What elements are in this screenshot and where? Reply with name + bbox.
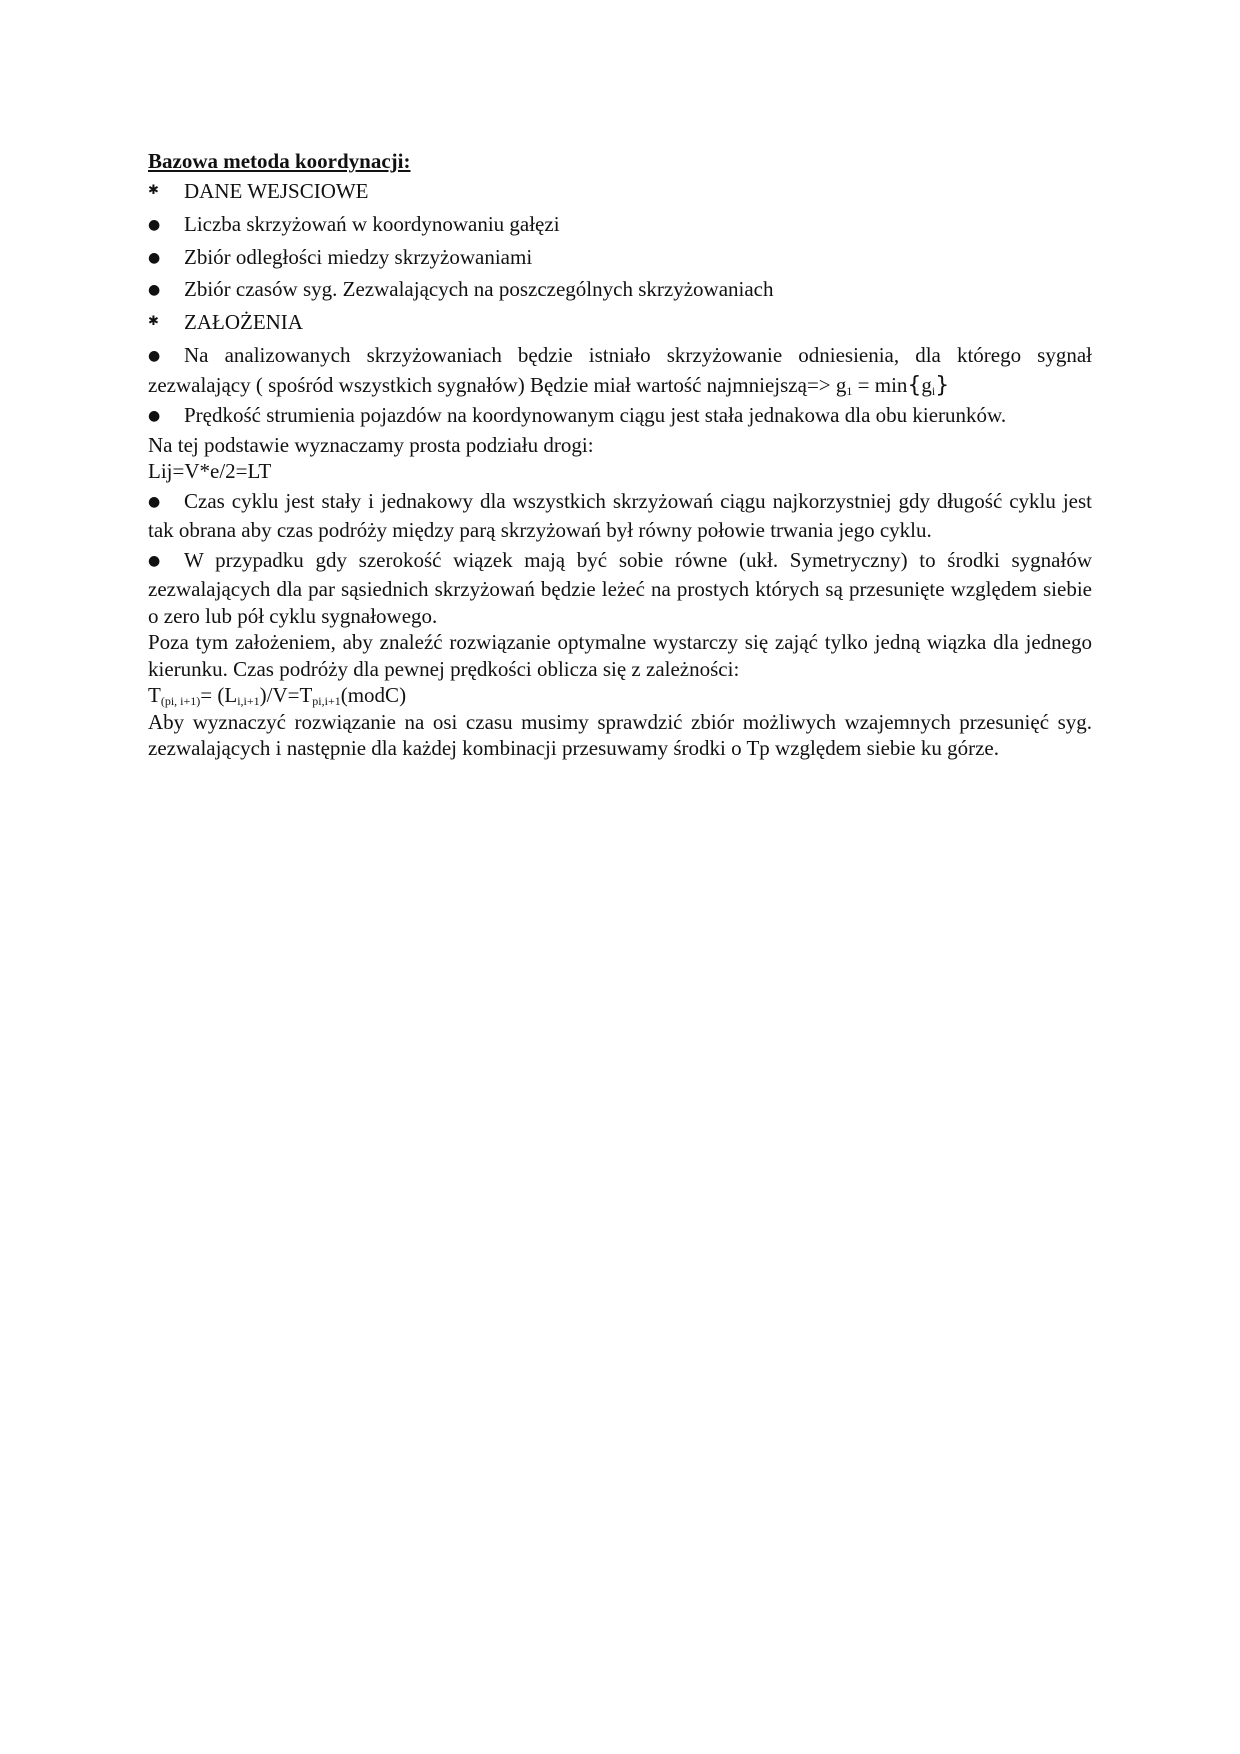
- list-item-text: Liczba skrzyżowań w koordynowaniu gałęzi: [184, 212, 560, 236]
- list-item: [148, 211, 1092, 241]
- formula-2-part: = (L: [200, 683, 238, 707]
- formula-2-T: T: [148, 683, 161, 707]
- assumptions-heading-row: [148, 309, 1092, 340]
- document-body: [148, 148, 1092, 762]
- subscript: (pi, i+1): [160, 694, 201, 708]
- subscript: i: [931, 383, 936, 398]
- dot-bullet-icon: ●: [148, 282, 161, 298]
- list-item: [148, 276, 1092, 306]
- subscript: pi,i+1: [312, 694, 341, 708]
- star-bullet-icon: ✱: [148, 182, 159, 198]
- list-item-text: Zbiór czasów syg. Zezwalających na poszczególnych skrzyżowaniach: [184, 277, 774, 301]
- assumption-item-3: [148, 488, 1092, 544]
- list-item-text: Zbiór odległości miedzy skrzyżowaniami: [184, 244, 533, 269]
- formula-1: Lij=V*e/2=LT: [148, 459, 272, 483]
- assumption-3-text: Czas cyklu jest stały i jednakowy dla wszystkich skrzyżowań ciągu najkorzystniej gdy długość cyklu jest tak obrana aby czas podróży między parą skrzyżowań był równy połowie trwania jego cyklu.: [148, 488, 1092, 542]
- dot-bullet-icon: ●: [148, 348, 161, 364]
- assumption-item-4: [148, 547, 1092, 630]
- inputs-heading-row: [148, 178, 1092, 209]
- star-bullet-icon: ✱: [148, 313, 159, 329]
- subscript: i,i+1: [237, 694, 260, 708]
- assumption-2-text: Prędkość strumienia pojazdów na koordynowanym ciągu jest stała jednakowa dla obu kierunków.: [184, 403, 1007, 427]
- list-item: [148, 244, 1092, 274]
- paragraph-1: Poza tym założeniem, aby znaleźć rozwiązanie optymalne wystarczy się zająć tylko jedną wiązka dla jednego kierunku. Czas podróży dla pewnej prędkości oblicza się z zależności:: [148, 630, 1092, 681]
- equation-part: = min: [852, 372, 908, 397]
- inputs-heading: DANE WEJSCIOWE: [184, 178, 369, 203]
- brace-close: }: [935, 372, 950, 398]
- assumption-1-text: Na analizowanych skrzyżowaniach będzie istniało skrzyżowanie odniesienia, dla którego sygnał zezwalający ( spośród wszystkich sygnałów) Będzie miał wartość najmniejszą=> g: [148, 343, 1092, 397]
- subscript: 1: [846, 383, 853, 398]
- dot-bullet-icon: ●: [148, 552, 161, 569]
- dot-bullet-icon: ●: [148, 493, 161, 510]
- formula-2-part: (modC): [340, 683, 407, 707]
- dot-bullet-icon: ●: [148, 217, 161, 233]
- brace-open: {: [907, 372, 922, 398]
- assumptions-heading: ZAŁOŻENIA: [184, 309, 303, 334]
- document-title: Bazowa metoda koordynacji:: [148, 149, 411, 173]
- assumption-4-text: W przypadku gdy szerokość wiązek mają być sobie równe (ukł. Symetryczny) to środki sygnałów zezwalających dla par sąsiednich skrzyżowań będzie leżeć na prostych których są przesunięte względem siebie o zero lub pół cyklu sygnałowego.: [148, 547, 1092, 628]
- paragraph-2: Aby wyznaczyć rozwiązanie na osi czasu musimy sprawdzić zbiór możliwych wzajemnych przesunięć syg. zezwalających i następnie dla każdej kombinacji przesuwamy środki o Tp względem siebie ku górze.: [148, 709, 1092, 760]
- dot-bullet-icon: ●: [148, 408, 161, 424]
- assumption-item-1: [148, 342, 1092, 399]
- formula-2: [148, 682, 1092, 709]
- formula-2-part: )/V=T: [259, 683, 313, 707]
- division-line-text: Na tej podstawie wyznaczamy prosta podziału drogi:: [148, 432, 594, 457]
- dot-bullet-icon: ●: [148, 249, 161, 266]
- assumption-item-2: [148, 402, 1092, 432]
- equation-var: g: [921, 372, 932, 397]
